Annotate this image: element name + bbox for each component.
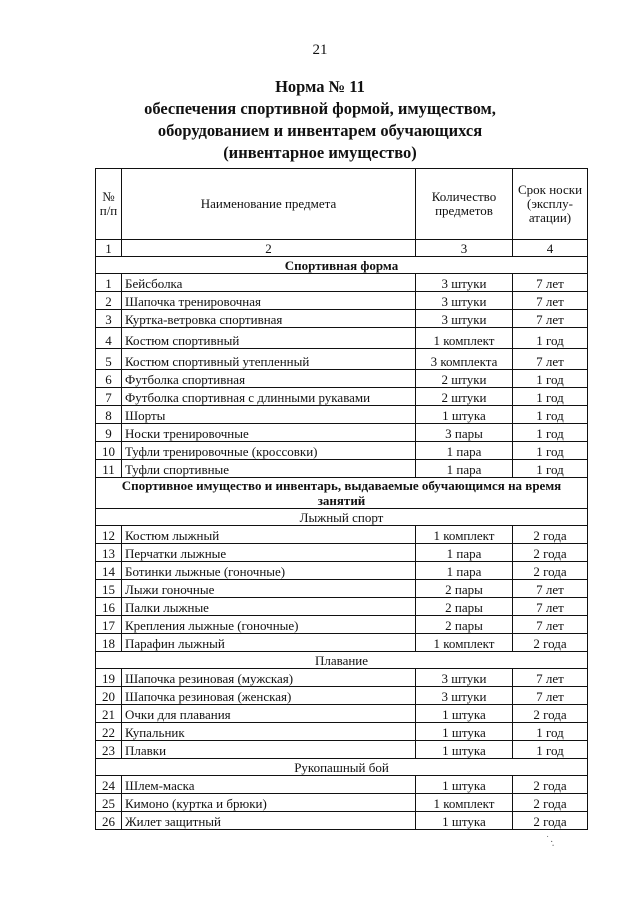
table-row — [96, 616, 588, 634]
item-quantity: 2 штуки — [416, 388, 513, 406]
row-number: 8 — [96, 406, 122, 424]
item-term: 7 лет — [513, 669, 588, 687]
item-term: 2 года — [513, 776, 588, 794]
item-quantity: 1 комплект — [416, 526, 513, 544]
table-row — [96, 544, 588, 562]
item-name: Куртка-ветровка спортивная — [122, 310, 416, 328]
page-number: 21 — [312, 42, 328, 58]
table-row — [96, 388, 588, 406]
item-name: Жилет защитный — [122, 812, 416, 830]
table-row — [96, 292, 588, 310]
item-quantity: 1 штука — [416, 705, 513, 723]
item-term: 2 года — [513, 705, 588, 723]
item-term: 7 лет — [513, 580, 588, 598]
item-quantity: 1 пара — [416, 460, 513, 478]
item-term: 1 год — [513, 723, 588, 741]
item-name: Лыжи гоночные — [122, 580, 416, 598]
item-term: 2 года — [513, 544, 588, 562]
item-quantity: 1 штука — [416, 406, 513, 424]
item-term: 2 года — [513, 562, 588, 580]
item-quantity: 1 пара — [416, 562, 513, 580]
header-num: № п/п — [96, 169, 122, 240]
column-number: 3 — [416, 240, 513, 257]
table-row — [96, 562, 588, 580]
section-title: Спортивное имущество и инвентарь, выдаваемые обучающимся на время занятий — [96, 478, 588, 509]
item-quantity: 3 комплекта — [416, 349, 513, 370]
subsection-title-row — [96, 652, 588, 669]
table-row — [96, 741, 588, 759]
scan-mark: ˙ ·. — [542, 834, 558, 849]
row-number: 10 — [96, 442, 122, 460]
table-row — [96, 687, 588, 705]
item-name: Туфли спортивные — [122, 460, 416, 478]
section-title-row — [96, 478, 588, 509]
subsection-title: Лыжный спорт — [96, 509, 588, 526]
item-quantity: 1 штука — [416, 741, 513, 759]
row-number: 16 — [96, 598, 122, 616]
item-name: Футболка спортивная с длинными рукавами — [122, 388, 416, 406]
row-number: 4 — [96, 328, 122, 349]
item-name: Шорты — [122, 406, 416, 424]
table-header-row — [96, 169, 588, 240]
item-quantity: 3 штуки — [416, 310, 513, 328]
item-quantity: 1 комплект — [416, 328, 513, 349]
item-term: 1 год — [513, 442, 588, 460]
table-row — [96, 812, 588, 830]
item-term: 1 год — [513, 328, 588, 349]
item-term: 1 год — [513, 370, 588, 388]
item-name: Шапочка резиновая (женская) — [122, 687, 416, 705]
row-number: 14 — [96, 562, 122, 580]
item-name: Ботинки лыжные (гоночные) — [122, 562, 416, 580]
table-row — [96, 370, 588, 388]
item-quantity: 3 штуки — [416, 687, 513, 705]
item-term: 2 года — [513, 526, 588, 544]
item-term: 7 лет — [513, 598, 588, 616]
table-row — [96, 526, 588, 544]
table-row — [96, 274, 588, 292]
header-name: Наименование предмета — [122, 169, 416, 240]
item-term: 7 лет — [513, 349, 588, 370]
item-quantity: 3 пары — [416, 424, 513, 442]
heading-line-3: оборудованием и инвентарем обучающихся — [157, 121, 483, 140]
item-term: 7 лет — [513, 292, 588, 310]
row-number: 21 — [96, 705, 122, 723]
section-title: Спортивная форма — [96, 257, 588, 274]
item-term: 7 лет — [513, 687, 588, 705]
row-number: 12 — [96, 526, 122, 544]
item-quantity: 1 штука — [416, 812, 513, 830]
item-name: Кимоно (куртка и брюки) — [122, 794, 416, 812]
item-name: Костюм спортивный утепленный — [122, 349, 416, 370]
item-quantity: 2 штуки — [416, 370, 513, 388]
item-quantity: 1 штука — [416, 776, 513, 794]
row-number: 22 — [96, 723, 122, 741]
section-row — [96, 257, 588, 274]
row-number: 13 — [96, 544, 122, 562]
item-term: 2 года — [513, 812, 588, 830]
item-term: 7 лет — [513, 274, 588, 292]
column-number-row — [96, 240, 588, 257]
row-number: 1 — [96, 274, 122, 292]
item-name: Костюм спортивный — [122, 328, 416, 349]
row-number: 9 — [96, 424, 122, 442]
item-quantity: 1 пара — [416, 544, 513, 562]
item-quantity: 3 штуки — [416, 292, 513, 310]
item-name: Шлем-маска — [122, 776, 416, 794]
item-quantity: 1 штука — [416, 723, 513, 741]
heading-line-2: обеспечения спортивной формой, имуществом, — [144, 99, 496, 118]
item-quantity: 2 пары — [416, 598, 513, 616]
row-number: 15 — [96, 580, 122, 598]
table-row — [96, 424, 588, 442]
row-number: 23 — [96, 741, 122, 759]
subsection-title-row — [96, 759, 588, 776]
item-name: Футболка спортивная — [122, 370, 416, 388]
item-quantity: 1 пара — [416, 442, 513, 460]
heading-line-4: (инвентарное имущество) — [223, 143, 417, 162]
column-number: 1 — [96, 240, 122, 257]
item-name: Перчатки лыжные — [122, 544, 416, 562]
item-term: 1 год — [513, 406, 588, 424]
row-number: 3 — [96, 310, 122, 328]
item-quantity: 2 пары — [416, 580, 513, 598]
item-name: Костюм лыжный — [122, 526, 416, 544]
column-number: 4 — [513, 240, 588, 257]
item-name: Крепления лыжные (гоночные) — [122, 616, 416, 634]
row-number: 20 — [96, 687, 122, 705]
row-number: 26 — [96, 812, 122, 830]
table-body — [96, 257, 588, 830]
item-name: Шапочка резиновая (мужская) — [122, 669, 416, 687]
column-number: 2 — [122, 240, 416, 257]
table-row — [96, 669, 588, 687]
item-term: 2 года — [513, 794, 588, 812]
row-number: 6 — [96, 370, 122, 388]
item-name: Купальник — [122, 723, 416, 741]
item-quantity: 1 комплект — [416, 794, 513, 812]
item-term: 2 года — [513, 634, 588, 652]
item-name: Плавки — [122, 741, 416, 759]
item-name: Палки лыжные — [122, 598, 416, 616]
row-number: 24 — [96, 776, 122, 794]
item-term: 7 лет — [513, 616, 588, 634]
row-number: 2 — [96, 292, 122, 310]
row-number: 18 — [96, 634, 122, 652]
table-row — [96, 794, 588, 812]
table-row — [96, 723, 588, 741]
table-row — [96, 634, 588, 652]
item-name: Носки тренировочные — [122, 424, 416, 442]
table-row — [96, 580, 588, 598]
header-term: Срок носки (эксплу-атации) — [513, 169, 588, 240]
header-qty: Количество предметов — [416, 169, 513, 240]
table-row — [96, 442, 588, 460]
table-row — [96, 776, 588, 794]
row-number: 25 — [96, 794, 122, 812]
table-row — [96, 310, 588, 328]
item-quantity: 3 штуки — [416, 669, 513, 687]
item-name: Шапочка тренировочная — [122, 292, 416, 310]
subsection-title: Плавание — [96, 652, 588, 669]
document-heading — [0, 76, 640, 164]
item-name: Туфли тренировочные (кроссовки) — [122, 442, 416, 460]
row-number: 19 — [96, 669, 122, 687]
item-quantity: 1 комплект — [416, 634, 513, 652]
item-term: 1 год — [513, 741, 588, 759]
row-number: 11 — [96, 460, 122, 478]
heading-line-1: Норма № 11 — [275, 77, 365, 96]
item-term: 1 год — [513, 388, 588, 406]
item-term: 7 лет — [513, 310, 588, 328]
row-number: 5 — [96, 349, 122, 370]
item-name: Парафин лыжный — [122, 634, 416, 652]
norm-table — [95, 168, 588, 830]
item-term: 1 год — [513, 424, 588, 442]
table-row — [96, 406, 588, 424]
item-name: Очки для плавания — [122, 705, 416, 723]
table-row — [96, 705, 588, 723]
item-quantity: 3 штуки — [416, 274, 513, 292]
table-row — [96, 598, 588, 616]
subsection-title: Рукопашный бой — [96, 759, 588, 776]
row-number: 17 — [96, 616, 122, 634]
subsection-title-row — [96, 509, 588, 526]
table-row — [96, 349, 588, 370]
row-number: 7 — [96, 388, 122, 406]
item-term: 1 год — [513, 460, 588, 478]
table-row — [96, 460, 588, 478]
item-name: Бейсболка — [122, 274, 416, 292]
item-quantity: 2 пары — [416, 616, 513, 634]
table-row — [96, 328, 588, 349]
